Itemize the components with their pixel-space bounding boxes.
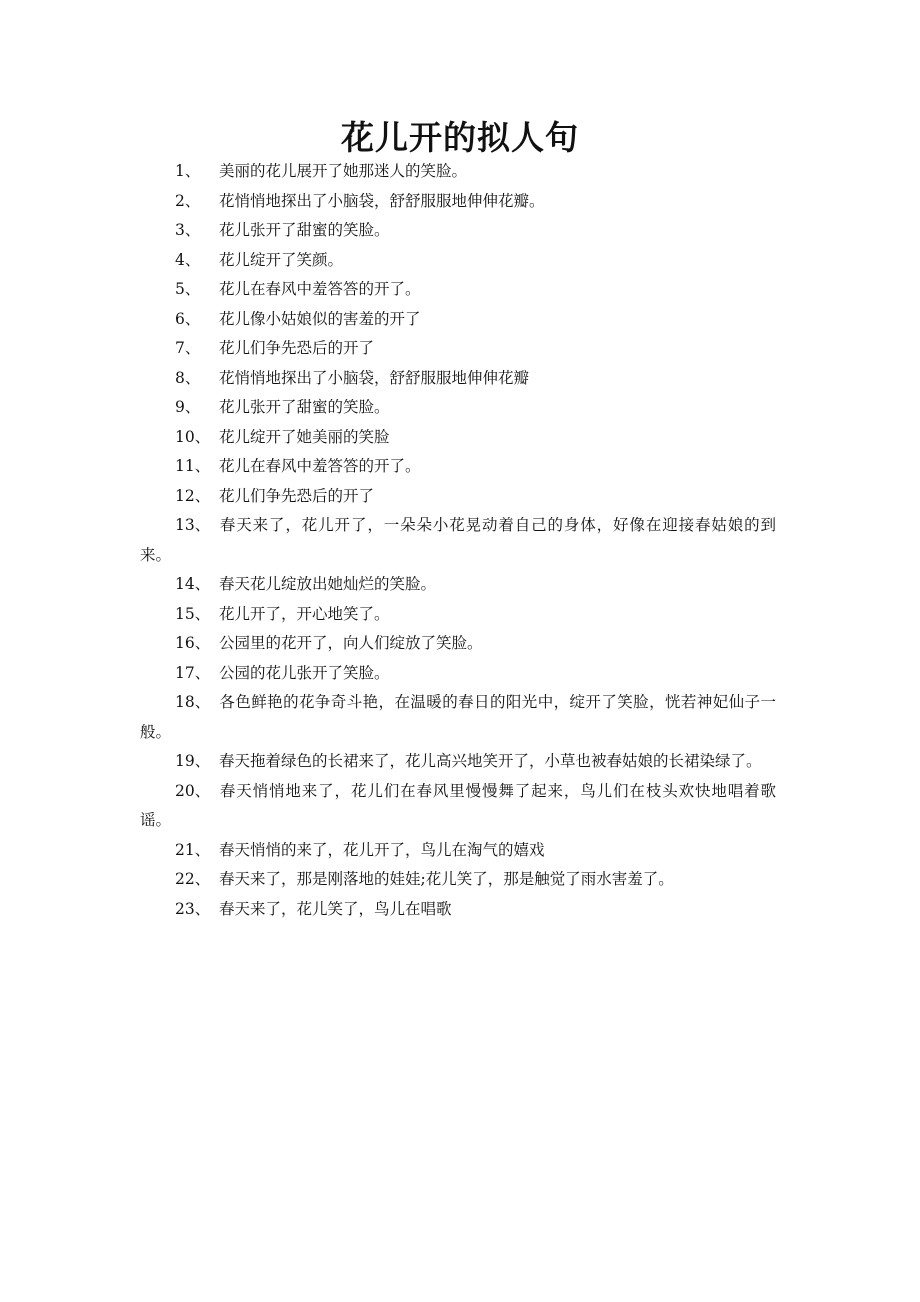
list-item xyxy=(140,246,776,276)
item-text: 花儿在春风中羞答答的开了。 xyxy=(219,457,421,475)
item-text: 花儿绽开了笑颜。 xyxy=(219,250,344,269)
item-text: 花儿绽开了她美丽的笑脸 xyxy=(219,427,390,446)
document-title: 花儿开的拟人句 xyxy=(341,118,579,158)
item-text: 美丽的花儿展开了她那迷人的笑脸。 xyxy=(219,162,468,180)
item-text: 春天花儿绽放出她灿烂的笑脸。 xyxy=(219,575,437,593)
item-number: 14、 xyxy=(175,575,211,593)
item-text: 春天悄悄地来了，花儿们在春风里慢慢舞了起来，鸟儿们在枝头欢快地唱着歌谣。 xyxy=(140,781,776,829)
item-text: 花儿们争先恐后的开了 xyxy=(219,339,375,357)
item-number: 11、 xyxy=(175,457,211,475)
list-item xyxy=(140,659,776,689)
list-item xyxy=(140,865,776,895)
list-item xyxy=(140,157,776,187)
list-item xyxy=(140,600,776,630)
list-item xyxy=(140,747,776,777)
item-text: 各色鲜艳的花争奇斗艳，在温暖的春日的阳光中，绽开了笑脸，恍若神妃仙子一般。 xyxy=(140,693,776,741)
item-number: 17、 xyxy=(175,663,211,682)
item-number: 9、 xyxy=(175,398,201,416)
item-text: 花儿张开了甜蜜的笑脸。 xyxy=(219,221,390,239)
item-number: 21、 xyxy=(175,840,211,859)
list-item xyxy=(140,482,776,512)
item-text: 公园的花儿张开了笑脸。 xyxy=(219,663,390,682)
item-number: 4、 xyxy=(175,250,201,269)
item-text: 花儿张开了甜蜜的笑脸。 xyxy=(219,398,390,416)
list-item xyxy=(140,570,776,600)
item-number: 1、 xyxy=(175,162,201,180)
item-text: 春天拖着绿色的长裙来了，花儿高兴地笑开了，小草也被春姑娘的长裙染绿了。 xyxy=(219,752,762,770)
list-item xyxy=(140,836,776,866)
item-number: 2、 xyxy=(175,191,201,210)
list-item xyxy=(140,187,776,217)
item-number: 12、 xyxy=(175,486,211,505)
list-item xyxy=(140,364,776,394)
list-item xyxy=(140,511,776,570)
list-item xyxy=(140,393,776,423)
item-number: 10、 xyxy=(175,427,211,446)
item-number: 3、 xyxy=(175,221,201,239)
list-item xyxy=(140,688,776,747)
item-text: 春天来了，那是刚落地的娃娃;花儿笑了，那是触觉了雨水害羞了。 xyxy=(219,870,674,888)
item-text: 花悄悄地探出了小脑袋，舒舒服服地伸伸花瓣 xyxy=(219,368,530,387)
sentence-list xyxy=(140,157,776,924)
item-number: 6、 xyxy=(175,309,201,328)
list-item xyxy=(140,895,776,925)
item-text: 春天来了，花儿笑了，鸟儿在唱歌 xyxy=(219,899,452,918)
item-number: 5、 xyxy=(175,280,201,298)
item-number: 15、 xyxy=(175,604,211,623)
item-number: 22、 xyxy=(175,870,211,888)
item-text: 春天来了，花儿开了，一朵朵小花晃动着自己的身体，好像在迎接春姑娘的到来。 xyxy=(140,516,776,564)
list-item xyxy=(140,275,776,305)
item-text: 公园里的花开了，向人们绽放了笑脸。 xyxy=(219,634,483,652)
item-number: 18、 xyxy=(175,693,211,711)
item-text: 春天悄悄的来了，花儿开了，鸟儿在淘气的嬉戏 xyxy=(219,840,545,859)
item-number: 19、 xyxy=(175,752,211,770)
item-text: 花儿在春风中羞答答的开了。 xyxy=(219,280,421,298)
item-number: 20、 xyxy=(175,781,211,800)
item-number: 23、 xyxy=(175,899,211,918)
item-text: 花儿们争先恐后的开了 xyxy=(219,486,375,505)
list-item xyxy=(140,423,776,453)
list-item xyxy=(140,452,776,482)
item-number: 16、 xyxy=(175,634,211,652)
item-text: 花儿像小姑娘似的害羞的开了 xyxy=(219,309,421,328)
item-number: 8、 xyxy=(175,368,201,387)
item-text: 花悄悄地探出了小脑袋，舒舒服服地伸伸花瓣。 xyxy=(219,191,545,210)
item-number: 13、 xyxy=(175,516,211,534)
item-number: 7、 xyxy=(175,339,201,357)
list-item xyxy=(140,334,776,364)
list-item xyxy=(140,216,776,246)
list-item xyxy=(140,305,776,335)
list-item xyxy=(140,777,776,836)
item-text: 花儿开了，开心地笑了。 xyxy=(219,604,390,623)
list-item xyxy=(140,629,776,659)
